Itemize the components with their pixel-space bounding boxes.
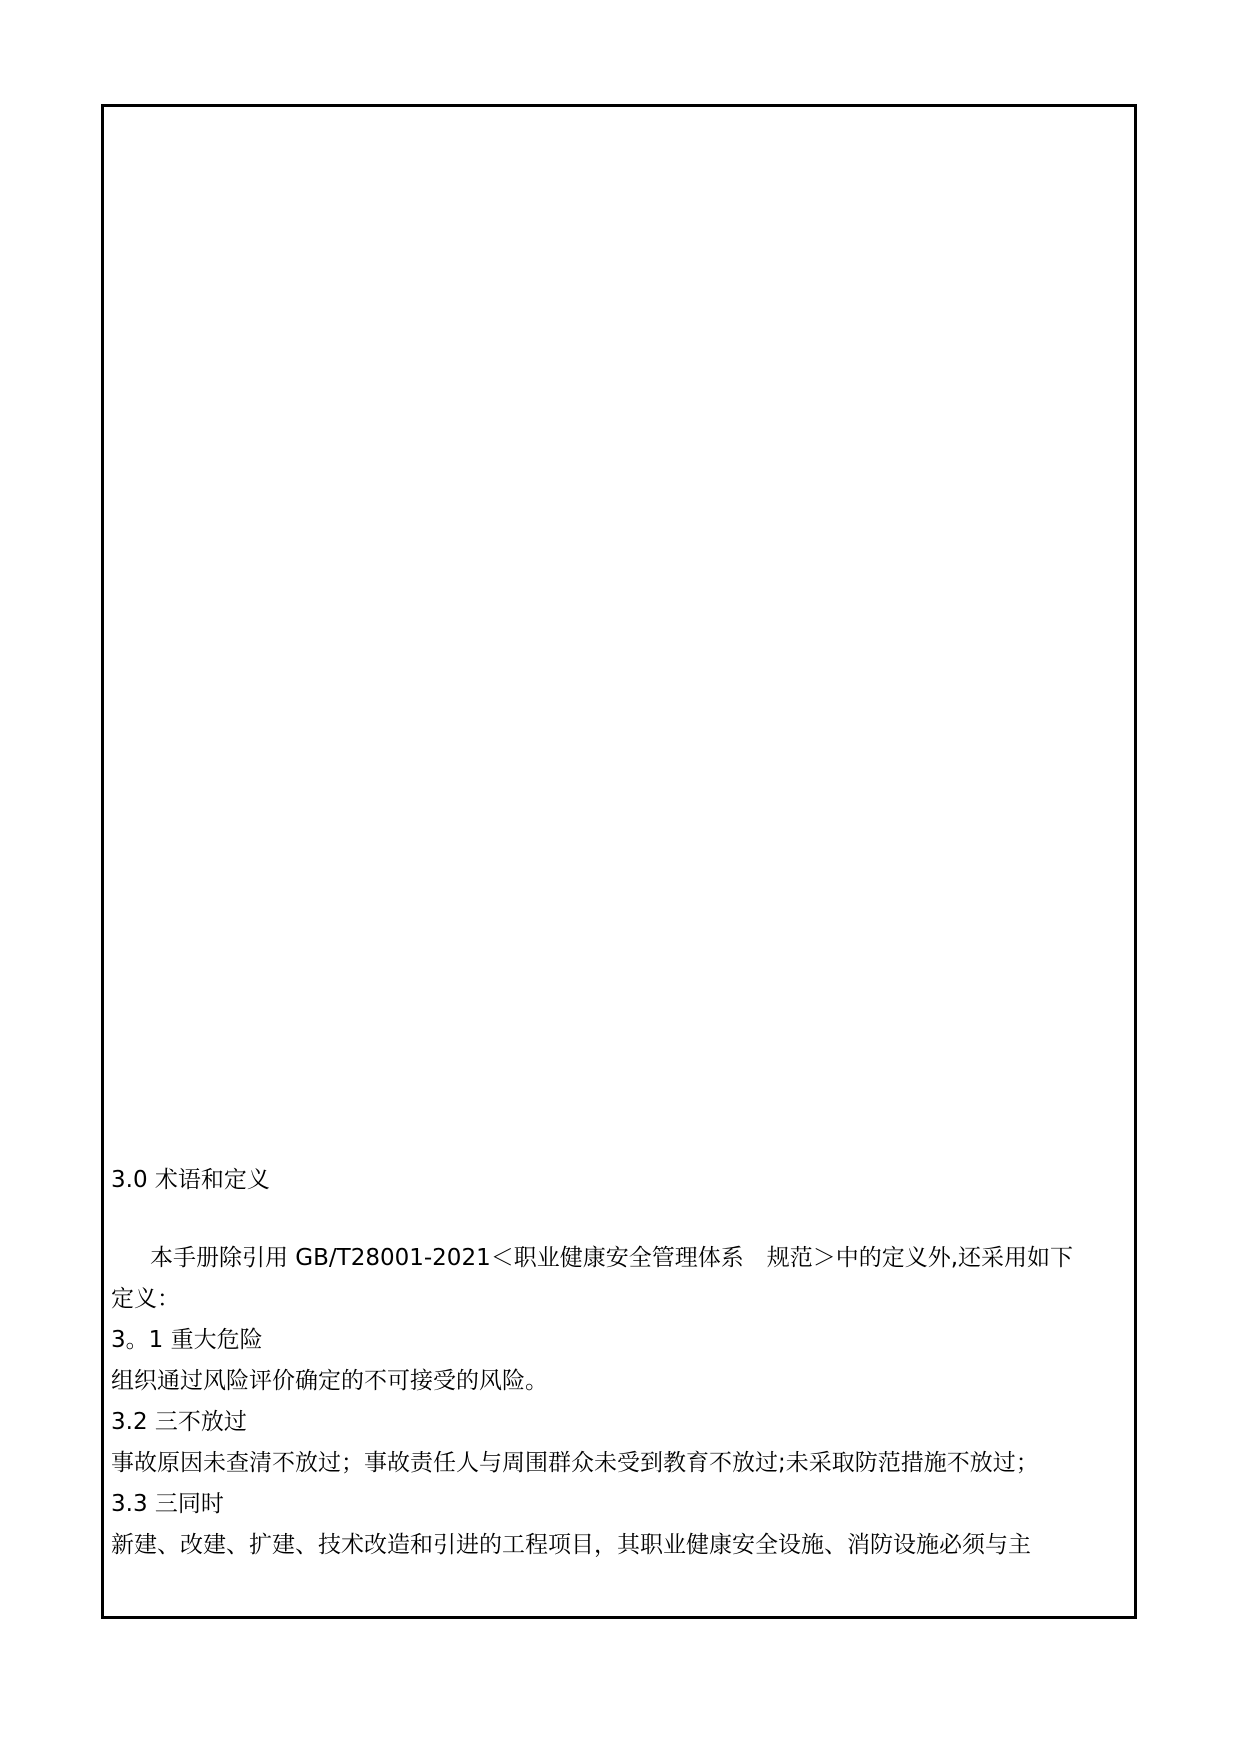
terms-definitions-section bbox=[111, 1160, 1131, 1566]
term-definition-three-no-pass: 事故原因未查清不放过；事故责任人与周围群众未受到教育不放过;未采取防范措施不放过； bbox=[111, 1450, 1039, 1476]
intro-paragraph-line-2: 定义： bbox=[111, 1286, 180, 1312]
term-title-three-no-pass: 3.2 三不放过 bbox=[111, 1409, 247, 1435]
term-title-major-hazard: 3。1 重大危险 bbox=[111, 1327, 263, 1353]
term-definition-three-simultaneous: 新建、改建、扩建、技术改造和引进的工程项目，其职业健康安全设施、消防设施必须与主 bbox=[111, 1532, 1031, 1558]
term-title-three-simultaneous: 3.3 三同时 bbox=[111, 1491, 224, 1517]
section-heading: 3.0 术语和定义 bbox=[111, 1167, 270, 1193]
term-definition-major-hazard: 组织通过风险评价确定的不可接受的风险。 bbox=[111, 1368, 548, 1394]
intro-paragraph-line-1: 本手册除引用 GB/T28001-2021＜职业健康安全管理体系 规范＞中的定义外,还采用如下 bbox=[150, 1245, 1074, 1271]
